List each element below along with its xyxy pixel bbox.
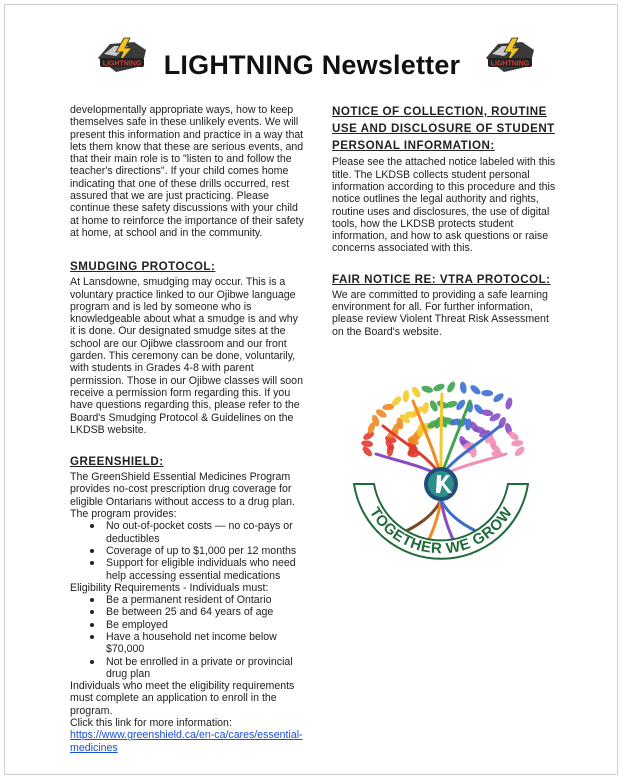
list-item: Have a household net income below $70,000 xyxy=(70,631,306,656)
list-item: No out-of-pocket costs — no co-pays or deductibles xyxy=(70,520,306,545)
list-item: Be between 25 and 64 years of age xyxy=(70,606,306,618)
logo-right-text: LIGHTNING xyxy=(490,60,530,68)
smudging-heading: SMUDGING PROTOCOL: xyxy=(70,260,216,274)
list-item: Be employed xyxy=(70,619,306,631)
greenshield-link[interactable]: https://www.greenshield.ca/en-ca/cares/essential-medicines xyxy=(70,729,303,754)
vtra-heading: FAIR NOTICE RE: VTRA PROTOCOL: xyxy=(332,272,551,286)
greenshield-heading: GREENSHIELD: xyxy=(70,455,164,469)
provides-list xyxy=(70,520,306,581)
link-label: Click this link for more information: xyxy=(70,717,232,730)
intro-paragraph: developmentally appropriate ways, how to keep themselves safe in these unlikely events. We will present this information and practice in a way that lets them know that these are serious events, and that their main role is to "listen to and follow the teacher's directions". If your child comes home indicating that one of these drills occurred, rest assured that we are just practicing. Please continue these safety discussions with your child at home to reinforce the importance of their safety at home, at school and in the community. xyxy=(70,104,304,239)
apply-text: Individuals who meet the eligibility requirements must complete an application to enroll in the program. xyxy=(70,680,295,717)
svg-text:TOGETHER WE GROW xyxy=(366,504,516,557)
list-item: Not be enrolled in a private or provincial drug plan xyxy=(70,656,306,681)
eligibility-label: Eligibility Requirements - Individuals must: xyxy=(70,581,269,594)
eligibility-list xyxy=(70,594,306,680)
list-item: Be a permanent resident of Ontario xyxy=(70,594,306,606)
provides-label: The program provides: xyxy=(70,508,177,521)
together-we-grow-emblem xyxy=(338,366,544,574)
emblem-text: TOGETHER WE GROW xyxy=(365,504,517,558)
smudging-body: At Lansdowne, smudging may occur. This is a voluntary practice linked to our Ojibwe language program and is led by someone who is knowledgeable about what a smudge is and why it is done. Our designated smudge sites at the school are our Ojibwe classroom and our front garden. This ceremony can be done, voluntarily, with students in Grades 4-8 with parent permission. Those in our Ojibwe classes will soon receive a permission form regarding this. If you have questions regarding this, please refer to the Board's Smudging Protocol & Guidelines on the LKDSB website. xyxy=(70,276,303,436)
right-column xyxy=(332,104,560,338)
notice-body: Please see the attached notice labeled with this title. The LKDSB collects student personal information according to this procedure and this notice outlines the legal authority and rights, routine uses and disclosures, the use of digital tools, how the LKDSB protects student information, and how to ask questions or raise concerns associated with this. xyxy=(332,156,556,255)
notice-heading: NOTICE OF COLLECTION, ROUTINE USE AND DISCLOSURE OF STUDENT PERSONAL INFORMATION: xyxy=(332,105,555,152)
logo-left-text: LIGHTNING xyxy=(102,60,142,68)
list-item: Support for eligible individuals who need help accessing essential medications xyxy=(70,557,306,582)
list-item: Coverage of up to $1,000 per 12 months xyxy=(70,545,306,557)
vtra-body: We are committed to providing a safe learning environment for all. For further information, please review Violent Threat Risk Assessment on the Board's website. xyxy=(332,288,549,338)
page-title: LIGHTNING Newsletter xyxy=(163,50,461,80)
greenshield-intro: The GreenShield Essential Medicines Program provides no-cost prescription drug coverage for eligible Ontarians without access to a drug plan. xyxy=(70,471,295,508)
left-column xyxy=(70,104,306,754)
newsletter-header xyxy=(0,34,624,94)
